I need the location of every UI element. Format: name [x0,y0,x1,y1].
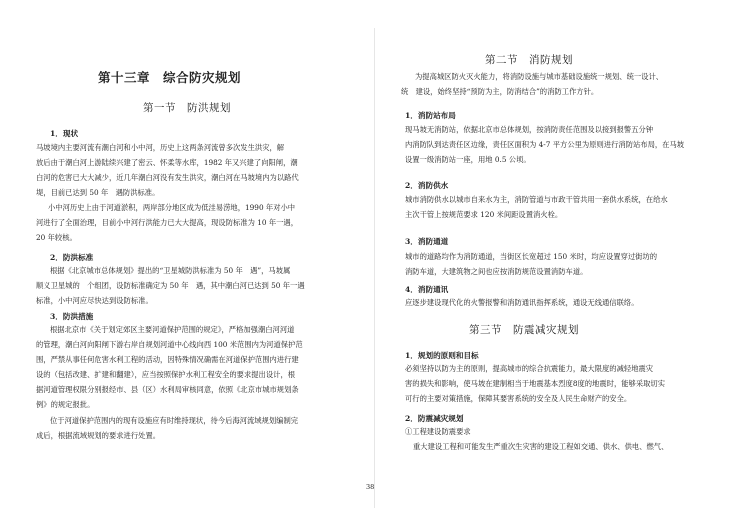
section-heading-fire-comms: 4．消防通讯 [405,285,449,294]
text-line: 白河的危害已大大减少，近几年潮白河没有发生洪灾，潮白河在马坡境内为以路代 [36,172,299,182]
text-line: 小中河历史上由于河道淤积，两岸部分地区成为低洼易涝地，1990 年对小中 [48,203,296,212]
text-line: 河进行了全面治理，目前小中河行洪能力已大大提高，现设防标准为 10 年一遇， [36,217,299,227]
text-line: 重大建设工程和可能发生严重次生灾害的建设工程如交通、供水、供电、燃气、 [413,441,669,451]
text-line: 马坡境内主要河流有潮白河和小中河，历史上这两条河流曾多次发生洪灾，解 [36,143,285,152]
text-line: 城市消防供水以城市自来水为主，消防管道与市政干管共用一套供水系统，在给水 [405,195,668,204]
paragraph-quake-principles [405,362,721,407]
text-line: 围，严禁从事任何危害水利工程的活动，因特殊情况确需在河道保护范围内进行建 [36,354,299,364]
text-line: 根据北京市《关于划定郊区主要河道保护范围的规定》，严格加强潮白河河道 [50,325,295,334]
text-line: 设置一级消防站一座，用地 0.5 公顷。 [405,154,531,164]
text-line: 设的（包括改建、扩建和翻建），应当按照保护水利工程安全的要求提出设计，根 [36,369,296,379]
text-line: 主次干管上按规范要求 120 米间距设置消火栓。 [405,209,563,219]
text-line: 根据《北京城市总体规划》提出的“卫星城防洪标准为 50 年 遇”，马坡属 [50,266,291,275]
text-line: 可行的主要对策措施，保障其要害系统的安全及人民生命财产的安全。 [405,393,632,403]
paragraph-existing-facilities [36,414,346,444]
text-line: 20 年较核。 [36,232,77,242]
paragraph-fire-comms [405,296,721,311]
paragraph-status-1 [36,141,346,201]
text-line: 顺义卫星城的 个组团，设防标准确定为 50 年 遇，其中潮白河已达到 50 年一遇 [36,280,305,290]
paragraph-flood-measures [36,323,346,412]
text-line: 必须坚持以防为主的原则，提高城市的综合抗震能力，最大限度的减轻地震灾 [405,364,654,373]
text-line: 现马坡无消防站，依据北京市总体规划，按消防责任范围及以接到报警五分钟 [405,125,654,134]
text-line: 应逐步建设现代化的火警报警和消防通讯指挥系统，通设无线通信联络。 [405,298,639,307]
section-title-earthquake: 第三节 防震减灾规划 [469,324,579,336]
text-line: 消防车道，大建筑物之间也应按消防规范设置消防车道。 [405,266,588,276]
right-page [375,0,750,527]
section-heading-fire-access: 3．消防通道 [405,237,449,246]
text-line: 标准，小中河应尽快达到设防标准。 [36,295,153,305]
text-line: 的管理，潮白河向阳闸下游右岸自规划河道中心线向西 100 米范围内为河道保护范 [36,339,303,349]
page-number: 38 [366,483,375,491]
text-line: 城市的道路均作为消防通道，当街区长宽超过 150 米时，均应设置穿过街坊的 [405,252,658,261]
text-line: 据河道管理权限分别报经市、县（区）水利局审核同意，依照《北京市城市规划条 [36,384,299,394]
text-line: 内消防队到达责任区边缘，责任区面积为 4-7 平方公里为原则进行消防站布局，在马坡 [405,139,685,149]
section-heading-flood-standard: 2．防洪标准 [50,253,94,262]
section-heading-quake-plan: 2．防震减灾规划 [405,414,464,423]
paragraph-flood-standard [36,264,346,309]
section-title-fire: 第二节 消防规划 [485,54,573,66]
text-line: 成后，根据流域规划的要求进行处置。 [36,430,161,440]
text-line: 放后由于潮白河上游陆续兴建了密云、怀柔等水库，1982 年又兴建了向阳闸，潮 [36,157,298,167]
section-heading-fire-water: 2．消防供水 [405,181,449,190]
section-title-flood: 第一节 防洪规划 [143,102,231,114]
section-heading-flood-measures: 3．防洪措施 [50,312,94,321]
text-line: 例》的规定报批。 [36,399,95,409]
section-heading-status: 1．现状 [50,129,79,138]
text-line: 位于河道保护范围内的现有设施应有时维持现状，待今后海河流域规划编制完 [50,416,299,425]
chapter-title: 第十三章 综合防灾规划 [98,70,242,85]
text-line: 堤，目前已达到 50 年 遇防洪标准。 [36,187,160,197]
paragraph-status-2 [36,201,346,246]
text-line: 为提高城区防火灭火能力，将消防设施与城市基础设施统一规划、统一设计、 [415,72,664,81]
paragraph-quake-plan [405,425,721,455]
paragraph-fire-station [405,123,721,168]
text-line: 害的损失和影响，使马坡在建制相当于地震基本烈度8度的地震时，能够采取切实 [405,378,666,388]
paragraph-fire-access [405,250,721,280]
text-line: 统 建设，始终坚持“预防为主，防消结合”的消防工作方针。 [401,86,599,96]
section-heading-fire-station: 1．消防站布局 [405,111,456,120]
section-heading-quake-principles: 1．规划的原则和目标 [405,351,479,360]
paragraph-fire-intro [401,70,717,100]
paragraph-fire-water [405,193,721,223]
text-line: ①工程建设防震要求 [405,427,471,436]
